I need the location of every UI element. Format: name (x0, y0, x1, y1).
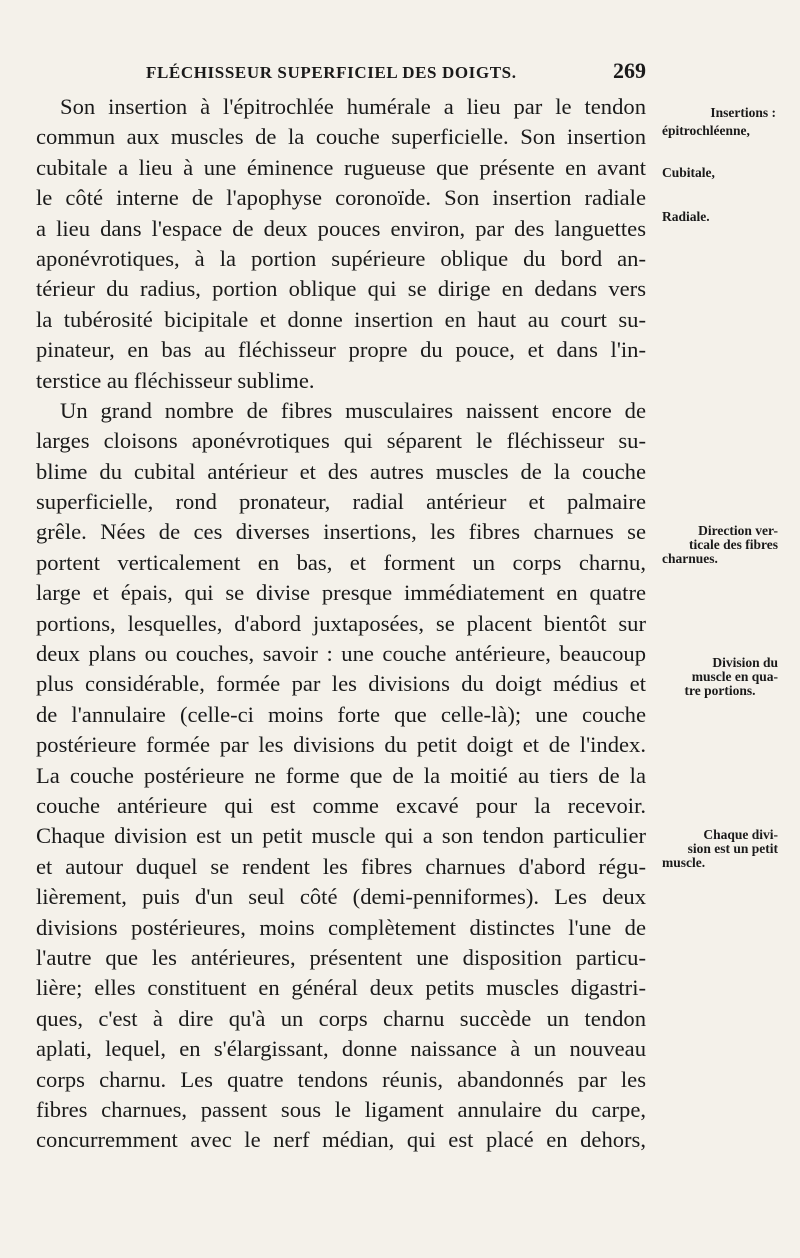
text-line: et autour duquel se rendent les fibres charnues d'abord régu- (36, 853, 646, 879)
text-line: portions, lesquelles, d'abord juxtaposées, se placent bientôt sur (36, 610, 646, 636)
text-line: grêle. Nées de ces diverses insertions, les fibres charnues se (36, 519, 646, 545)
body-text (36, 92, 646, 1156)
text-line: superficielle, rond pronateur, radial antérieur et palmaire (36, 489, 646, 515)
text-line: commun aux muscles de la couche superficielle. Son insertion (36, 124, 646, 150)
text-line: Un grand nombre de fibres musculaires naissent encore de (60, 397, 646, 423)
text-line: large et épais, qui se divise presque immédiatement en quatre (36, 580, 646, 606)
text-line: lièrement, puis d'un seul côté (demi-penniformes). Les deux (36, 884, 646, 910)
text-line: térieur du radius, portion oblique qui se dirige en dedans vers (36, 276, 646, 302)
margin-note-line: charnues. (662, 551, 718, 566)
margin-note-line: muscle en qua- (691, 669, 778, 684)
text-line: deux plans ou couches, savoir : une couche antérieure, beaucoup (36, 641, 646, 667)
text-line: terstice au fléchisseur sublime. (36, 367, 315, 393)
text-line: fibres charnues, passent sous le ligament annulaire du carpe, (36, 1096, 646, 1122)
margin-note-line: muscle. (662, 855, 706, 870)
margin-note-line: Direction ver- (698, 523, 778, 538)
text-line: portent verticalement en bas, et forment un corps charnu, (36, 549, 646, 575)
text-line: corps charnu. Les quatre tendons réunis, abandonnés par les (36, 1066, 646, 1092)
margin-note-cubitale: Cubitale, (662, 165, 715, 180)
text-line: La couche postérieure ne forme que de la moitié au tiers de la (36, 762, 646, 788)
margin-note-direction (662, 524, 778, 566)
margin-note-line: ticale des fibres (689, 537, 778, 552)
text-line: aponévrotiques, à la portion supérieure oblique du bord an- (36, 245, 646, 271)
text-line: de l'annulaire (celle-ci moins forte que celle-là); une couche (36, 701, 646, 727)
text-line: divisions postérieures, moins complètement distinctes l'une de (36, 914, 646, 940)
margin-note-division (662, 656, 778, 698)
text-line: blime du cubital antérieur et des autres muscles de la couche (36, 458, 646, 484)
text-line: plus considérable, formée par les divisions du doigt médius et (36, 671, 646, 697)
text-line: cubitale a lieu à une éminence rugueuse que présente en avant (36, 154, 646, 180)
text-line: couche antérieure qui est comme excavé pour la recevoir. (36, 792, 646, 818)
running-title: FLÉCHISSEUR SUPERFICIEL DES DOIGTS. (146, 63, 517, 82)
margin-note-line: Chaque divi- (703, 827, 778, 842)
text-line: aplati, lequel, en s'élargissant, donne naissance à un nouveau (36, 1036, 646, 1062)
text-line: le côté interne de l'apophyse coronoïde. Son insertion radiale (36, 185, 646, 211)
text-line: a lieu dans l'espace de deux pouces environ, par des languettes (36, 215, 646, 241)
margin-note-line: sion est un petit (687, 841, 778, 856)
text-line: la tubérosité bicipitale et donne insertion en haut au court su- (36, 306, 646, 332)
text-line: l'autre que les antérieures, présentent une disposition particu- (36, 944, 646, 970)
text-line: lière; elles constituent en général deux petits muscles digastri- (36, 975, 646, 1001)
text-line: Chaque division est un petit muscle qui a son tendon particulier (36, 823, 646, 849)
margin-note-radiale: Radiale. (662, 209, 710, 224)
running-head (36, 58, 646, 84)
margin-note-epitrochleenne: épitrochléenne, (662, 123, 750, 138)
margin-note-insertions: Insertions : (710, 105, 776, 120)
margin-note-line: Division du (712, 655, 778, 670)
text-line: postérieure formée par les divisions du petit doigt et de l'index. (36, 732, 646, 758)
text-line: ques, c'est à dire qu'à un corps charnu succède un tendon (36, 1005, 646, 1031)
text-line: Son insertion à l'épitrochlée humérale a lieu par le tendon (60, 94, 646, 119)
text-line: larges cloisons aponévrotiques qui séparent le fléchisseur su- (36, 428, 646, 454)
margin-note-chaque (662, 828, 778, 870)
page-number: 269 (613, 58, 646, 83)
text-line: pinateur, en bas au fléchisseur propre du pouce, et dans l'in- (36, 337, 646, 363)
margin-note-line: tre portions. (684, 683, 756, 698)
text-line: concurremment avec le nerf médian, qui est placé en dehors, (36, 1127, 646, 1153)
